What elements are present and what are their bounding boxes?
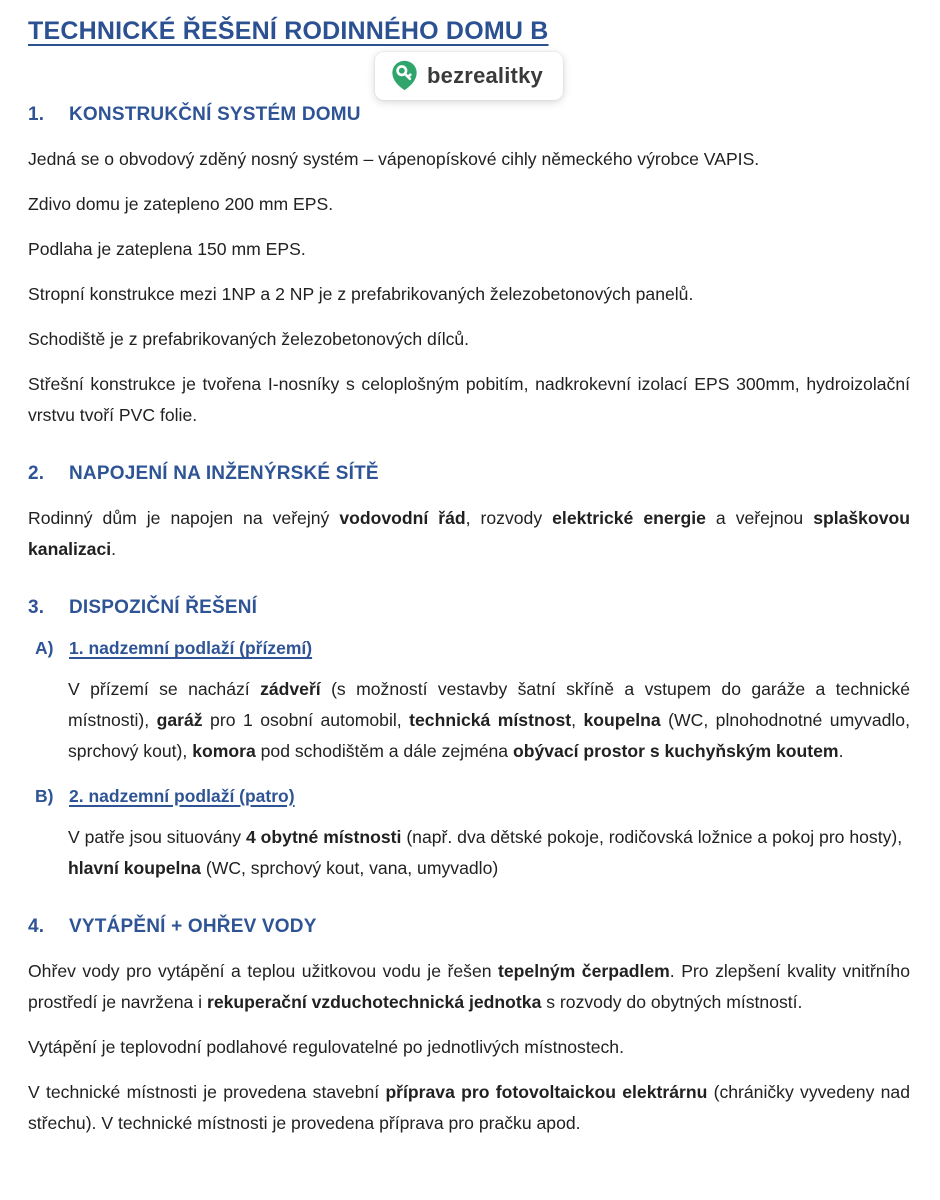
- paragraph: Jedná se o obvodový zděný nosný systém – vápenopískové cihly německého výrobce VAPIS.: [28, 148, 760, 169]
- subsection-heading-a: [35, 637, 910, 660]
- paragraph: Vytápění je teplovodní podlahové regulovatelné po jednotlivých místnostech.: [28, 1036, 624, 1057]
- section-title: DISPOZIČNÍ ŘEŠENÍ: [69, 596, 258, 618]
- subsection-title: 2. nadzemní podlaží (patro): [69, 786, 295, 806]
- subsection-heading-b: [35, 785, 910, 808]
- section-title: KONSTRUKČNÍ SYSTÉM DOMU: [69, 104, 361, 125]
- paragraph: V technické místnosti je provedena stavební příprava pro fotovoltaickou elektrárnu (chráničky vyvedeny nad střechu). V technické místnosti je provedena příprava pro pračku apod.: [28, 1081, 910, 1133]
- paragraph: Zdivo domu je zatepleno 200 mm EPS.: [28, 193, 334, 214]
- paragraph: Schodiště je z prefabrikovaných železobetonových dílců.: [28, 328, 470, 349]
- section-heading-2: [28, 462, 910, 486]
- bezrealitky-logo-label: bezrealitky: [427, 62, 543, 88]
- paragraph: V přízemí se nachází zádveří (s možností vestavby šatní skříně a vstupem do garáže a technické místnosti), garáž pro 1 osobní automobil, technická místnost, koupelna (WC, plnohodnotné umyvadlo, sprchový kout), komora pod schodištěm a dále zejména obývací prostor s kuchyňským koutem.: [68, 679, 910, 761]
- subsection-title: 1. nadzemní podlaží (přízemí): [69, 638, 313, 659]
- paragraph: V patře jsou situovány 4 obytné místnosti (např. dva dětské pokoje, rodičovská ložnice a pokoj pro hosty), hlavní koupelna (WC, sprchový kout, vana, umyvadlo): [68, 826, 903, 878]
- section-number: 2.: [28, 462, 45, 484]
- paragraph: Stropní konstrukce mezi 1NP a 2 NP je z prefabrikovaných železobetonových panelů.: [28, 283, 694, 304]
- section-heading-1: [28, 103, 910, 127]
- paragraph: Podlaha je zateplena 150 mm EPS.: [28, 238, 306, 259]
- paragraph: Rodinný dům je napojen na veřejný vodovodní řád, rozvody elektrické energie a veřejnou splaškovou kanalizaci.: [28, 507, 910, 559]
- section-title: NAPOJENÍ NA INŽENÝRSKÉ SÍTĚ: [69, 462, 379, 484]
- bezrealitky-pin-icon: [391, 60, 418, 91]
- section-title: VYTÁPĚNÍ + OHŘEV VODY: [69, 915, 317, 937]
- section-heading-4: [28, 915, 910, 939]
- document-title: TECHNICKÉ ŘEŠENÍ RODINNÉHO DOMU B: [28, 17, 549, 45]
- section-number: 4.: [28, 915, 45, 937]
- paragraph: Ohřev vody pro vytápění a teplou užitkovou vodu je řešen tepelným čerpadlem. Pro zlepšení kvality vnitřního prostředí je navržena i rekuperační vzduchotechnická jednotka s rozvody do obytných místností.: [28, 960, 910, 1012]
- paragraph: Střešní konstrukce je tvořena I-nosníky s celoplošným pobitím, nadkrokevní izolací EPS 300mm, hydroizolační vrstvu tvoří PVC folie.: [28, 373, 910, 425]
- section-number: 1.: [28, 104, 45, 125]
- section-number: 3.: [28, 596, 45, 618]
- section-heading-3: [28, 596, 910, 620]
- bezrealitky-logo-badge: [375, 52, 563, 100]
- subsection-label: B): [35, 786, 54, 806]
- subsection-label: A): [35, 638, 54, 659]
